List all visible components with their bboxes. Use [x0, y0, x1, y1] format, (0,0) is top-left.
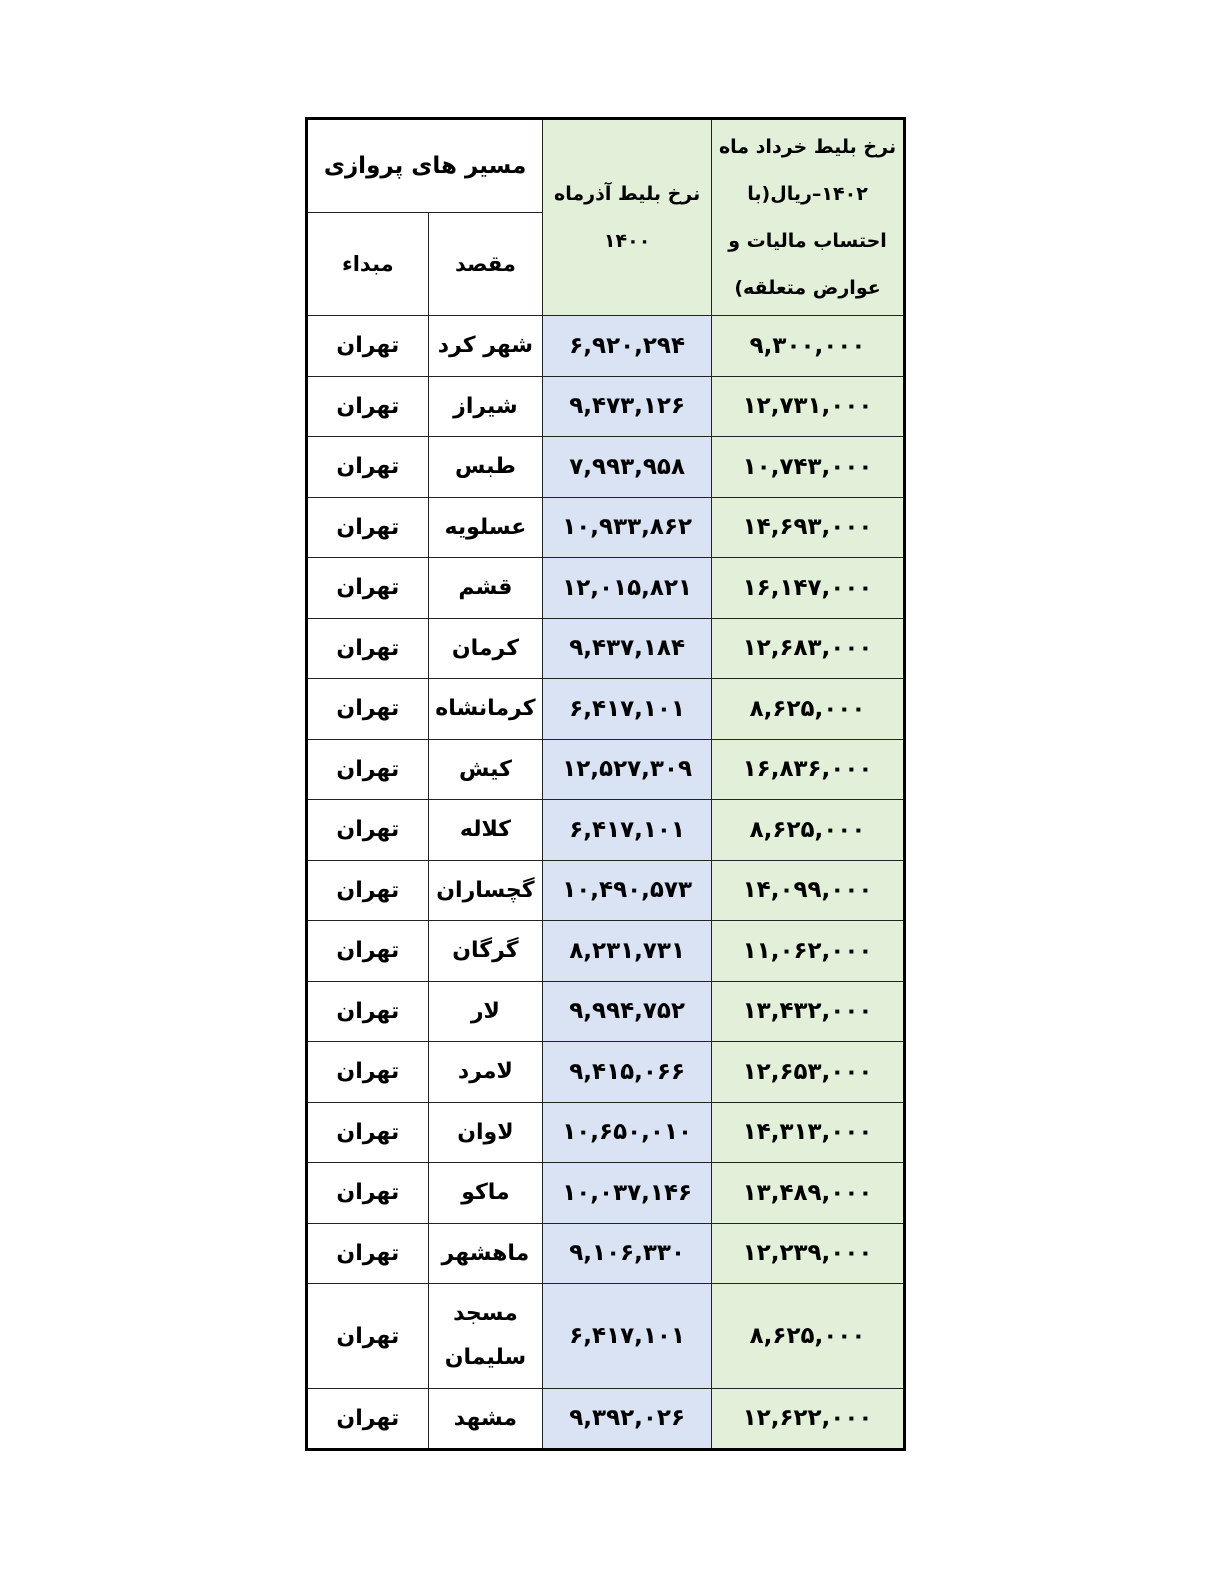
old-fare-cell: ۹,۴۱۵,۰۶۶: [543, 1042, 712, 1103]
destination-cell: گرگان: [428, 921, 543, 982]
old-fare-cell: ۹,۱۰۶,۳۳۰: [543, 1223, 712, 1284]
origin-cell: تهران: [307, 1042, 429, 1103]
table-row: [307, 1102, 905, 1163]
table-row: [307, 1223, 905, 1284]
new-fare-cell: ۱۳,۴۳۲,۰۰۰: [712, 981, 905, 1042]
new-fare-cell: ۱۶,۱۴۷,۰۰۰: [712, 558, 905, 619]
origin-cell: تهران: [307, 1284, 429, 1389]
table-row: [307, 860, 905, 921]
new-fare-cell: ۹,۳۰۰,۰۰۰: [712, 316, 905, 377]
old-fare-cell: ۹,۳۹۲,۰۲۶: [543, 1389, 712, 1450]
table-row: [307, 497, 905, 558]
new-fare-cell: ۱۲,۶۵۳,۰۰۰: [712, 1042, 905, 1103]
origin-cell: تهران: [307, 981, 429, 1042]
destination-cell: مشهد: [428, 1389, 543, 1450]
old-fare-cell: ۱۰,۴۹۰,۵۷۳: [543, 860, 712, 921]
table-row: [307, 679, 905, 740]
table-row: [307, 1389, 905, 1450]
old-fare-cell: ۶,۹۲۰,۲۹۴: [543, 316, 712, 377]
old-fare-cell: ۱۲,۵۲۷,۳۰۹: [543, 739, 712, 800]
table-row: [307, 800, 905, 861]
table-row: [307, 437, 905, 498]
fare-table: [305, 117, 906, 1451]
old-fare-cell: ۱۰,۶۵۰,۰۱۰: [543, 1102, 712, 1163]
destination-cell: عسلویه: [428, 497, 543, 558]
new-fare-cell: ۱۱,۰۶۲,۰۰۰: [712, 921, 905, 982]
header-new-fare: نرخ بلیط خرداد ماه ۱۴۰۲–ریال(با احتساب مالیات و عوارض متعلقه): [712, 119, 905, 316]
origin-cell: تهران: [307, 860, 429, 921]
header-old-fare: نرخ بلیط آذرماه ۱۴۰۰: [543, 119, 712, 316]
destination-cell: لامرد: [428, 1042, 543, 1103]
destination-cell: کیش: [428, 739, 543, 800]
table-row: [307, 316, 905, 377]
destination-cell: ماهشهر: [428, 1223, 543, 1284]
table-row: [307, 618, 905, 679]
new-fare-cell: ۱۴,۰۹۹,۰۰۰: [712, 860, 905, 921]
table-row: [307, 981, 905, 1042]
table-row: [307, 1042, 905, 1103]
fare-rows: [307, 316, 905, 1450]
origin-cell: تهران: [307, 1223, 429, 1284]
old-fare-cell: ۸,۲۳۱,۷۳۱: [543, 921, 712, 982]
new-fare-cell: ۱۳,۴۸۹,۰۰۰: [712, 1163, 905, 1224]
destination-cell: شهر کرد: [428, 316, 543, 377]
new-fare-cell: ۱۲,۷۳۱,۰۰۰: [712, 376, 905, 437]
destination-cell: لاوان: [428, 1102, 543, 1163]
new-fare-cell: ۱۴,۶۹۳,۰۰۰: [712, 497, 905, 558]
new-fare-cell: ۱۲,۲۳۹,۰۰۰: [712, 1223, 905, 1284]
old-fare-cell: ۱۲,۰۱۵,۸۲۱: [543, 558, 712, 619]
old-fare-cell: ۱۰,۹۳۳,۸۶۲: [543, 497, 712, 558]
table-row: [307, 1163, 905, 1224]
origin-cell: تهران: [307, 376, 429, 437]
new-fare-cell: ۸,۶۲۵,۰۰۰: [712, 800, 905, 861]
old-fare-cell: ۹,۹۹۴,۷۵۲: [543, 981, 712, 1042]
destination-cell: مسجد سلیمان: [428, 1284, 543, 1389]
destination-cell: کلاله: [428, 800, 543, 861]
new-fare-cell: ۱۴,۳۱۳,۰۰۰: [712, 1102, 905, 1163]
table-row: [307, 558, 905, 619]
new-fare-cell: ۸,۶۲۵,۰۰۰: [712, 679, 905, 740]
destination-cell: کرمانشاه: [428, 679, 543, 740]
new-fare-cell: ۱۲,۶۸۳,۰۰۰: [712, 618, 905, 679]
new-fare-cell: ۸,۶۲۵,۰۰۰: [712, 1284, 905, 1389]
old-fare-cell: ۶,۴۱۷,۱۰۱: [543, 800, 712, 861]
destination-cell: گچساران: [428, 860, 543, 921]
origin-cell: تهران: [307, 316, 429, 377]
old-fare-cell: ۱۰,۰۳۷,۱۴۶: [543, 1163, 712, 1224]
new-fare-cell: ۱۶,۸۳۶,۰۰۰: [712, 739, 905, 800]
old-fare-cell: ۷,۹۹۳,۹۵۸: [543, 437, 712, 498]
table-row: [307, 376, 905, 437]
old-fare-cell: ۹,۴۷۳,۱۲۶: [543, 376, 712, 437]
old-fare-cell: ۶,۴۱۷,۱۰۱: [543, 1284, 712, 1389]
origin-cell: تهران: [307, 558, 429, 619]
destination-cell: ماکو: [428, 1163, 543, 1224]
origin-cell: تهران: [307, 739, 429, 800]
header-destination: مقصد: [428, 213, 543, 316]
destination-cell: لار: [428, 981, 543, 1042]
destination-cell: کرمان: [428, 618, 543, 679]
destination-cell: طبس: [428, 437, 543, 498]
origin-cell: تهران: [307, 1102, 429, 1163]
origin-cell: تهران: [307, 921, 429, 982]
origin-cell: تهران: [307, 1389, 429, 1450]
header-origin: مبداء: [307, 213, 429, 316]
new-fare-cell: ۱۰,۷۴۳,۰۰۰: [712, 437, 905, 498]
origin-cell: تهران: [307, 497, 429, 558]
origin-cell: تهران: [307, 1163, 429, 1224]
origin-cell: تهران: [307, 437, 429, 498]
origin-cell: تهران: [307, 618, 429, 679]
new-fare-cell: ۱۲,۶۲۲,۰۰۰: [712, 1389, 905, 1450]
destination-cell: قشم: [428, 558, 543, 619]
old-fare-cell: ۶,۴۱۷,۱۰۱: [543, 679, 712, 740]
origin-cell: تهران: [307, 679, 429, 740]
old-fare-cell: ۹,۴۳۷,۱۸۴: [543, 618, 712, 679]
table-row: [307, 921, 905, 982]
table-row: [307, 1284, 905, 1389]
header-flight-routes: مسیر های پروازی: [307, 119, 543, 213]
destination-cell: شیراز: [428, 376, 543, 437]
origin-cell: تهران: [307, 800, 429, 861]
table-row: [307, 739, 905, 800]
header-row: [307, 119, 905, 213]
